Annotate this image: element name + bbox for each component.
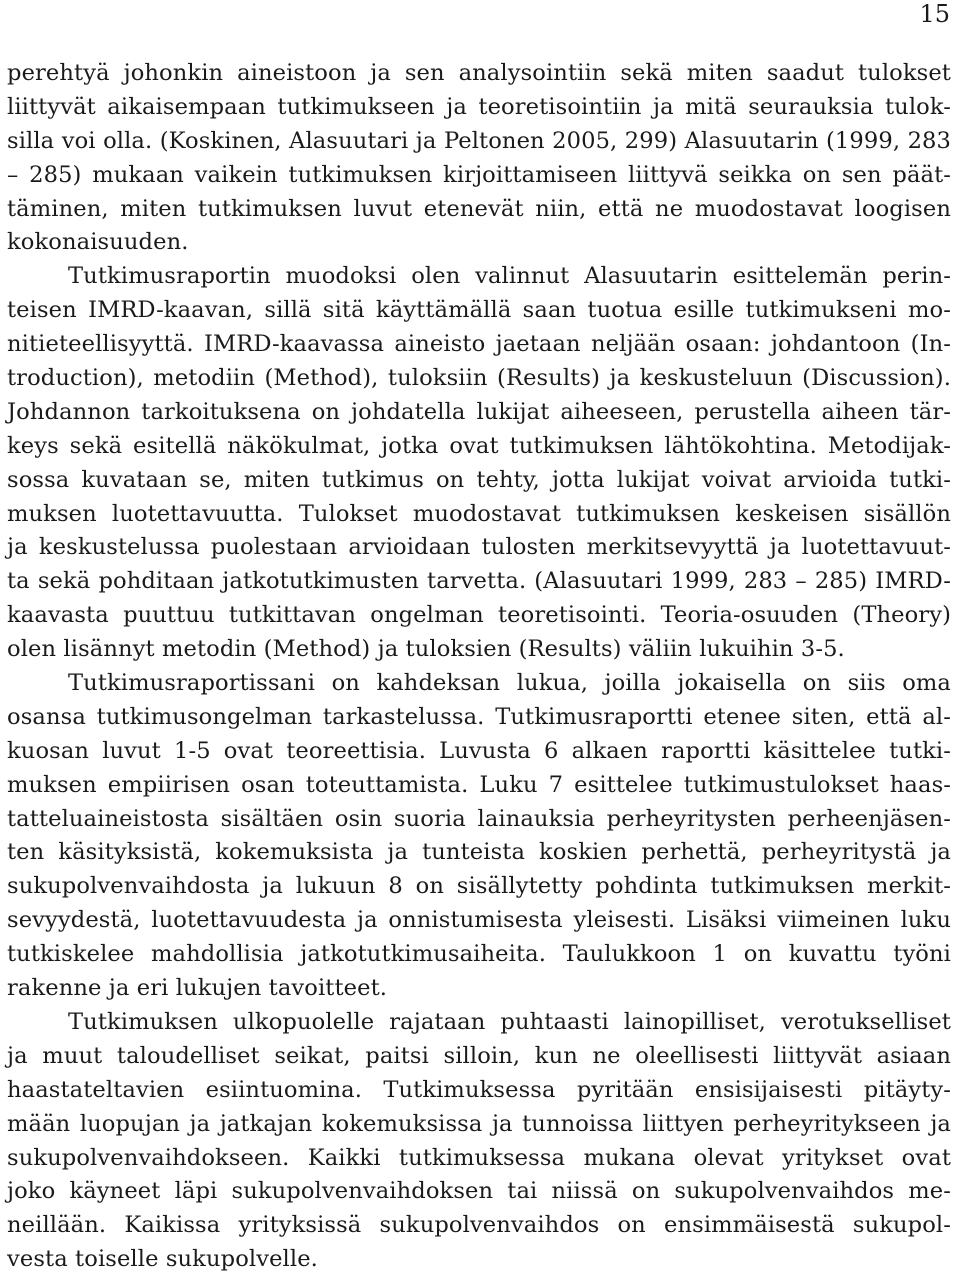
paragraph [7,1006,951,1277]
text-line: keys sekä esitellä näkökulmat, jotka ovat tutkimuksen lähtökohtina. Metodijak- [7,432,951,459]
text-line: ta sekä pohditaan jatkotutkimusten tarvetta. (Alasuutari 1999, 283 – 285) IMRD- [7,568,951,595]
text-line: kokonaisuuden. [7,229,189,256]
page-number: 15 [919,0,950,28]
text-line: ja muut taloudelliset seikat, paitsi silloin, kun ne oleellisesti liittyvät asiaan [7,1042,951,1069]
text-line: sukupolvenvaihdosta ja lukuun 8 on sisällytetty pohdinta tutkimuksen merkit- [7,873,951,900]
text-line: teisen IMRD-kaavan, sillä sitä käyttämällä saan tuotua esille tutkimukseni mo- [7,297,951,324]
text-line: täminen, miten tutkimuksen luvut etenevät niin, että ne muodostavat loogisen [7,195,951,222]
text-line: osansa tutkimusongelman tarkastelussa. Tutkimusraportti etenee siten, että al- [7,703,951,730]
body-text [7,57,951,1277]
text-line: kuosan luvut 1-5 ovat teoreettisia. Luvusta 6 alkaen raportti käsittelee tutki- [7,737,951,764]
text-line: Johdannon tarkoituksena on johdatella lukijat aiheeseen, perustella aiheen tär- [7,398,951,425]
text-line: mään luopujan ja jatkajan kokemuksissa ja tunnoissa liittyen perheyritykseen ja [7,1110,951,1137]
text-line: muksen empiirisen osan toteuttamista. Luku 7 esittelee tutkimustulokset haas- [7,771,951,798]
paragraph [7,260,951,667]
text-line: ten käsityksistä, kokemuksista ja tunteista koskien perhettä, perheyritystä ja [7,839,951,866]
text-line: sukupolvenvaihdokseen. Kaikki tutkimuksessa mukana olevat yritykset ovat [7,1144,951,1171]
paragraph [7,57,951,260]
text-line: silla voi olla. (Koskinen, Alasuutari ja Peltonen 2005, 299) Alasuutarin (1999, 283 [7,127,951,154]
text-line: – 285) mukaan vaikein tutkimuksen kirjoittamiseen liittyvä seikka on sen päät- [7,161,951,188]
text-line: sevyydestä, luotettavuudesta ja onnistumisesta yleisesti. Lisäksi viimeinen luku [7,907,951,934]
text-line: sossa kuvataan se, miten tutkimus on tehty, jotta lukijat voivat arvioida tutki- [7,466,951,493]
text-line: Tutkimuksen ulkopuolelle rajataan puhtaasti lainopilliset, verotukselliset [68,1008,951,1035]
text-line: liittyvät aikaisempaan tutkimukseen ja teoretisointiin ja mitä seurauksia tulok- [7,93,951,120]
text-line: Tutkimusraportissani on kahdeksan lukua, joilla jokaisella on siis oma [68,670,951,697]
text-line: rakenne ja eri lukujen tavoitteet. [7,975,388,1002]
text-line: haastateltavien esiintuomina. Tutkimuksessa pyritään ensisijaisesti pitäyty- [7,1076,951,1103]
text-line: kaavasta puuttuu tutkittavan ongelman teoretisointi. Teoria-osuuden (Theory) [7,602,951,629]
text-line: tatteluaineistosta sisältäen osin suoria lainauksia perheyritysten perheenjäsen- [7,805,951,832]
text-line: troduction), metodiin (Method), tuloksiin (Results) ja keskusteluun (Discussion). [7,365,951,392]
text-line: nitieteellisyyttä. IMRD-kaavassa aineisto jaetaan neljään osaan: johdantoon (In- [7,331,951,358]
text-line: perehtyä johonkin aineistoon ja sen analysointiin sekä miten saadut tulokset [7,60,951,86]
text-line: Tutkimusraportin muodoksi olen valinnut Alasuutarin esittelemän perin- [68,263,951,290]
text-line: ja keskustelussa puolestaan arvioidaan tulosten merkitsevyyttä ja luotettavuut- [7,534,951,561]
text-line: joko käyneet läpi sukupolvenvaihdoksen tai niissä on sukupolvenvaihdos me- [7,1178,951,1205]
paragraph [7,667,951,1006]
text-line: neillään. Kaikissa yrityksissä sukupolvenvaihdos on ensimmäisestä sukupol- [7,1212,951,1239]
text-line: muksen luotettavuutta. Tulokset muodostavat tutkimuksen keskeisen sisällön [7,500,951,527]
text-line: tutkiskelee mahdollisia jatkotutkimusaiheita. Taulukkoon 1 on kuvattu työni [7,941,951,968]
text-line: olen lisännyt metodin (Method) ja tuloksien (Results) väliin lukuihin 3-5. [7,636,845,663]
text-line: vesta toiselle sukupolvelle. [7,1246,318,1273]
